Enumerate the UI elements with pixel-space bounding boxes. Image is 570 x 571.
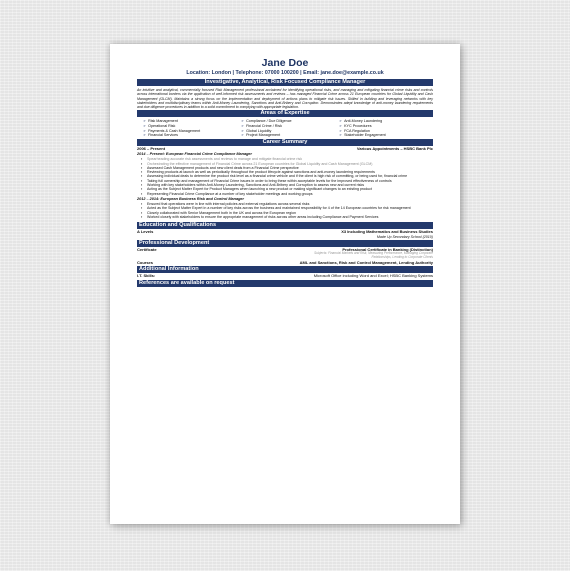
expertise-item: ➢ KYC Procedures xyxy=(339,124,372,129)
expertise-item: ➢ Financial Services xyxy=(143,133,179,138)
list-item: ▪ Assessing individual deals to determine the product risk level as a financial crime vehicle and if the client is high risk of committing, or being used for, financial crime xyxy=(147,174,433,178)
arrow-icon: ➢ xyxy=(339,119,343,124)
arrow-icon: ➢ xyxy=(143,133,147,138)
arrow-icon: ➢ xyxy=(241,124,245,129)
candidate-name: Jane Doe xyxy=(261,57,309,69)
expertise-item: ➢ Financial Crime / Risk xyxy=(241,124,282,129)
it-skills-row xyxy=(137,273,433,278)
expertise-item: ➢ Payments & Cash Management xyxy=(143,128,201,133)
list-item: ▪ Acting as the Subject Matter Expert for Product Managers when launching a new product or making significant changes to an existing product xyxy=(147,187,433,191)
it-skills-value: Microsoft Office including Word and Excel; HSBC Banking Systems xyxy=(313,273,433,279)
expertise-item: ➢ Operational Risk xyxy=(143,124,176,129)
expertise-item: ➢ FCA Regulation xyxy=(339,128,370,133)
expertise-item: ➢ Anti-Money Laundering xyxy=(339,119,383,124)
arrow-icon: ➢ xyxy=(143,124,147,129)
courses-row xyxy=(137,260,433,265)
education-heading: Education and Qualifications xyxy=(137,222,433,229)
courses-label: Courses xyxy=(137,259,154,265)
expertise-heading: Areas of Expertise xyxy=(137,110,433,117)
list-item: ▪ Taking full ownership and management of Financial Crime issues in order to bring these within acceptable levels for the improved effectiveness of controls xyxy=(147,179,433,183)
role-bullets xyxy=(137,157,433,196)
profile-text: An intuitive and analytical, commercially focused Risk Management professional acclaimed for identifying operational risks, and managing and mitigating financial crime risks and controls across international borders via the application of well-informed risk assessments and reviews – has managed Financial Crime across 21 European countries for Global Liquidity and Cash Management (GLCM). Maintains a strong focus on the implementation and deployment of actions plans to mitigate risk issues. Skilled in building and leveraging networks with key stakeholders and multidisciplinary teams within Anti-Money Laundering, Sanctions and Anti-Bribery and Corruption. Demonstrates adept knowledge of anti-money laundering requirements and due diligence procedures in addition to a solid commitment to complying with appropriate legislation. xyxy=(137,88,433,110)
arrow-icon: ➢ xyxy=(339,128,343,133)
list-item: ▪ Ensured that operations were in line with internal policies and external regulations across several risks xyxy=(147,202,433,206)
list-item: ▪ Closely collaborated with Senior Management both in the UK and across the European region xyxy=(147,211,433,215)
list-item: ▪ Acted as the Subject Matter Expert in a number of key risks across the business and maintained responsibility for 4 of the 14 European countries for risk management xyxy=(147,206,433,210)
list-item: ▪ Reviewing products at launch as well as periodically throughout the product lifecycle against sanctions and anti-money laundering requirements xyxy=(147,170,433,174)
expertise-item: ➢ Project Management xyxy=(241,133,281,138)
certificate-title: Professional Certificate in Banking (Distinction) xyxy=(342,246,433,252)
list-item: ▪ Working with key stakeholders within Anti-Money Laundering, Sanctions and Anti-Bribery and Corruption to assess new and current risks xyxy=(147,183,433,187)
arrow-icon: ➢ xyxy=(241,133,245,138)
arrow-icon: ➢ xyxy=(241,119,245,124)
arrow-icon: ➢ xyxy=(241,128,245,133)
role-title: 2012 – 2014: European Business Risk and Control Manager xyxy=(137,196,244,201)
certificate-label: Certificate xyxy=(137,246,157,252)
profile-heading: Investigative, Analytical, Risk Focused Compliance Manager xyxy=(137,79,433,86)
list-item: ▪ Assessed Cash Management products and new client deals from a Financial Crime perspective xyxy=(147,166,433,170)
career-employer: Various Appointments – HSBC Bank Plc xyxy=(356,145,433,151)
it-skills-label: I.T. Skills: xyxy=(137,273,156,279)
arrow-icon: ➢ xyxy=(143,119,147,124)
cv-document xyxy=(110,44,460,524)
arrow-icon: ➢ xyxy=(143,128,147,133)
list-item: ▪ Worked closely with stakeholders to ensure the appropriate management of risks across other areas including Compliance and Payment Services xyxy=(147,215,433,219)
education-detail: X3 Including Mathematics and Business Studies xyxy=(341,229,433,235)
arrow-icon: ➢ xyxy=(339,124,343,129)
certificate-subjects-cont: Relationships, Lending to Corporate Clients xyxy=(371,255,433,260)
courses-title: AML and Sanctions, Risk and Control Management, Lending Authority xyxy=(299,259,433,265)
development-heading: Professional Development xyxy=(137,240,433,247)
expertise-item: ➢ Risk Management xyxy=(143,119,178,124)
career-employer-row xyxy=(137,146,433,151)
expertise-item: ➢ Stakeholder Engagement xyxy=(339,133,386,138)
education-label: A Levels xyxy=(137,229,154,235)
role-title: 2014 – Present: European Financial Crime Compliance Manager xyxy=(137,152,253,157)
list-item: ▪ Orchestrating the effective management of Financial Crime across 21 European countries for Global Liquidity and Cash Management (GLCM) xyxy=(147,162,433,166)
expertise-item: ➢ Global Liquidity xyxy=(241,128,272,133)
education-school: Made Up Secondary School (2010) xyxy=(376,234,433,239)
list-item: ▪ Spearheading accurate risk assessments and reviews to manage and mitigate financial crime risk xyxy=(147,157,433,161)
career-heading: Career Summary xyxy=(137,139,433,146)
contact-line: Location: London | Telephone: 07000 100200 | Email: jane.doe@example.co.uk xyxy=(186,70,384,76)
arrow-icon: ➢ xyxy=(339,133,343,138)
career-period: 2006 – Present xyxy=(137,145,166,151)
list-item: ▪ Representing Financial Crime Compliance at a number of key stakeholder meetings and working groups xyxy=(147,192,433,196)
additional-heading: Additional Information xyxy=(137,266,433,273)
cv-content xyxy=(137,57,433,287)
role-bullets xyxy=(137,202,433,219)
certificate-subjects: Subjects: Financial Markets and Risk, Measuring Performance, Managing Corporate xyxy=(314,251,433,256)
expertise-item: ➢ Compliance / Due Diligence xyxy=(241,119,292,124)
expertise-list xyxy=(143,119,433,137)
references-bar: References are available on request xyxy=(137,280,433,287)
